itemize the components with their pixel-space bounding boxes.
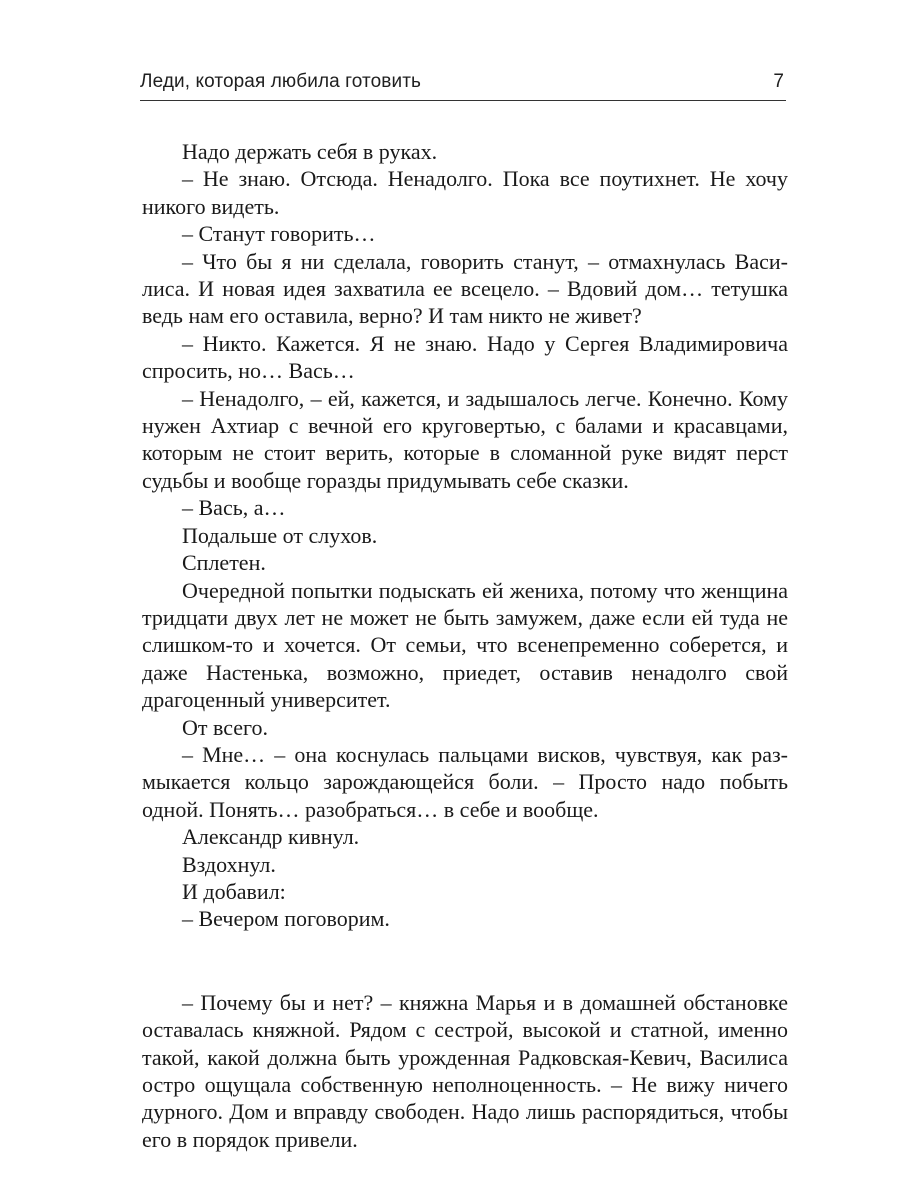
paragraph: – Ненадолго, – ей, кажется, и задышалось легче. Конечно. Кому нужен Ахтиар с вечной его круговертью, с балами и красавцами, которым не стоит верить, которые в сломанной руке видят перст судьбы и вообще горазды придумывать себе сказки. — [142, 385, 788, 493]
paragraph: – Вась, а… — [182, 495, 286, 521]
paragraph: – Вечером поговорим. — [182, 906, 390, 932]
paragraph: Надо держать себя в руках. — [182, 139, 438, 164]
paragraph: – Не знаю. Отсюда. Ненадолго. Пока все поутихнет. Не хочу никого видеть. — [142, 166, 788, 219]
running-header — [140, 64, 786, 101]
paragraph: – Мне… – она коснулась пальцами висков, чувствуя, как размыкается кольцо зарождающейся боли. – Просто надо побыть одной. Понять… разобраться… в себе и вообще. — [142, 741, 788, 822]
paragraph: – Станут говорить… — [182, 221, 376, 247]
paragraph: Сплетен. — [182, 550, 266, 576]
paragraph: Вздохнул. — [182, 851, 276, 877]
paragraph: – Что бы я ни сделала, говорить станут, – отмахнулась Василиса. И новая идея захватила ее всецело. – Вдовий дом… тетушка ведь нам его оставила, верно? И там никто не живет? — [142, 248, 788, 329]
page-number: 7 — [773, 71, 784, 92]
body-text — [142, 138, 788, 1153]
paragraph: – Почему бы и нет? – княжна Марья и в домашней обстановке оставалась княжной. Рядом с сестрой, высокой и статной, именно такой, какой должна быть урожденная Радковская-Кевич, Василиса остро ощущала собственную неполноценность. – Не вижу ничего дурного. Дом и вправду свободен. Надо лишь распорядиться, чтобы его в порядок привели. — [142, 989, 788, 1152]
paragraph: Александр кивнул. — [182, 824, 360, 850]
paragraph: – Никто. Кажется. Я не знаю. Надо у Сергея Владимировича спросить, но… Вась… — [142, 330, 788, 384]
paragraph: Подальше от слухов. — [182, 522, 378, 548]
paragraph: И добавил: — [182, 878, 286, 904]
paragraph: Очередной попытки подыскать ей жениха, потому что женщина тридцати двух лет не может не быть замужем, даже если ей туда не слишком-то и хочется. От семьи, что всенепременно соберется, и даже Настенька, возможно, приедет, оставив ненадолго свой драгоценный университет. — [142, 577, 788, 713]
paragraph: От всего. — [182, 714, 269, 740]
scene-break — [142, 933, 788, 989]
book-title: Леди, которая любила готовить — [140, 71, 421, 92]
